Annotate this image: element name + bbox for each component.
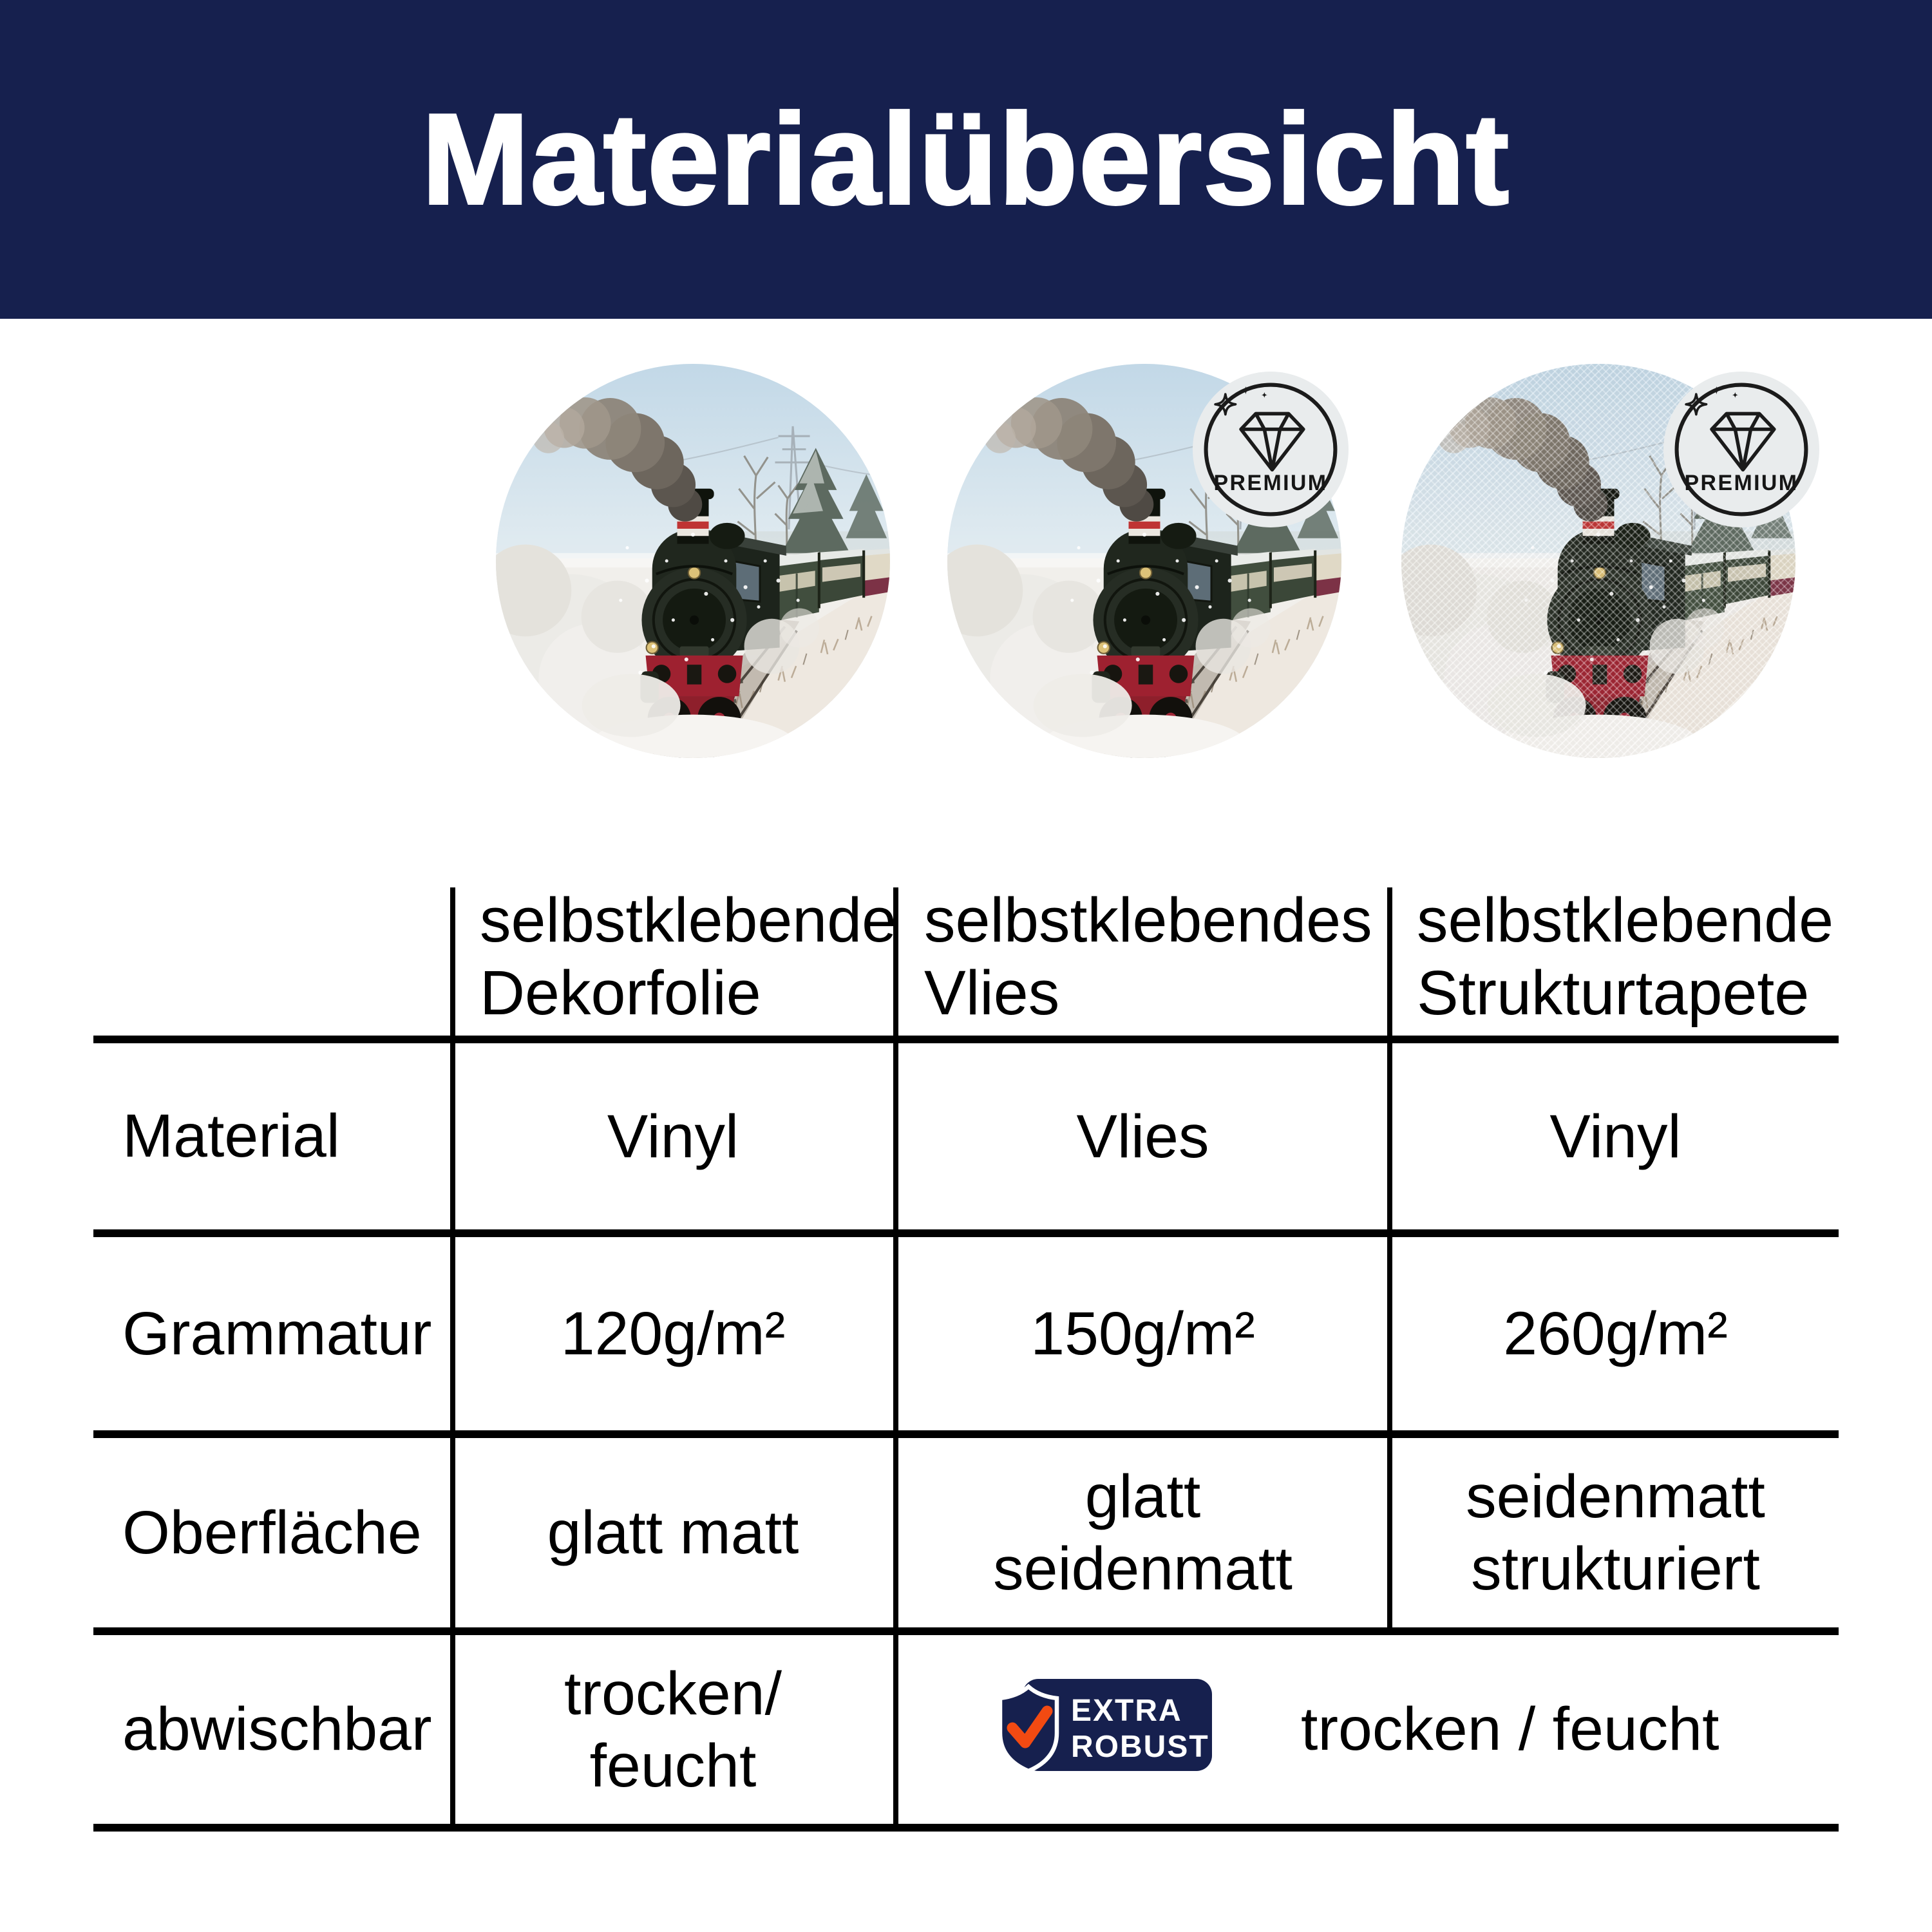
cell-material-strukturtapete [1392, 1043, 1839, 1229]
cell-line: 150g/m² [1030, 1300, 1255, 1368]
column-header-line: Dekorfolie [480, 958, 761, 1028]
cell-line: Vinyl [607, 1102, 739, 1171]
cell-oberflaeche-dekorfolie [453, 1438, 893, 1627]
row-label-grammatur: Grammatur [122, 1299, 432, 1368]
cell-line: glatt matt [547, 1499, 799, 1567]
column-header-strukturtapete [1417, 884, 1833, 1029]
cell-line: Vlies [1076, 1102, 1209, 1171]
cell-line: glatt [1084, 1463, 1201, 1531]
premium-badge-icon [1193, 372, 1349, 527]
cell-abwischbar-dekorfolie [453, 1635, 893, 1824]
extra-robust-badge [995, 1672, 1233, 1786]
cell-material-vlies [898, 1043, 1387, 1229]
robust-label-line2: ROBUST [1071, 1730, 1209, 1764]
row-label-material: Material [122, 1102, 340, 1170]
column-header-line: selbstklebendes [924, 885, 1372, 955]
cell-line: seidenmatt [1466, 1463, 1765, 1531]
cell-line: strukturiert [1471, 1535, 1760, 1603]
cell-grammatur-dekorfolie [453, 1237, 893, 1430]
row-label-oberflaeche: Oberfläche [122, 1498, 422, 1567]
cell-line: seidenmatt [993, 1535, 1293, 1603]
column-header-line: selbstklebende [480, 885, 897, 955]
row-label-abwischbar: abwischbar [122, 1695, 432, 1763]
table-border-v3 [1387, 887, 1392, 1635]
column-header-vlies [924, 884, 1372, 1029]
header-band [0, 0, 1932, 319]
cell-line: 120g/m² [560, 1300, 786, 1368]
premium-badge-vlies [1193, 372, 1349, 527]
cell-line: Vinyl [1549, 1102, 1681, 1171]
cell-oberflaeche-strukturtapete [1392, 1438, 1839, 1627]
page-title: Materialübersicht [421, 87, 1511, 231]
premium-badge-strukturtapete [1663, 372, 1819, 527]
cell-oberflaeche-vlies [898, 1438, 1387, 1627]
cell-line: trocken/ [564, 1659, 782, 1728]
column-header-line: Strukturtapete [1417, 958, 1810, 1028]
column-header-line: Vlies [924, 958, 1060, 1028]
table-border-h3 [93, 1430, 1839, 1438]
cell-grammatur-strukturtapete [1392, 1237, 1839, 1430]
shield-check-icon [995, 1672, 1233, 1786]
table-border-h5 [93, 1824, 1839, 1832]
column-header-dekorfolie [480, 884, 896, 1029]
table-border-h2 [93, 1229, 1839, 1237]
table-border-h4 [93, 1627, 1839, 1635]
steam-train-photo [496, 364, 890, 758]
column-header-line: selbstklebende [1417, 885, 1834, 955]
cell-grammatur-vlies [898, 1237, 1387, 1430]
premium-badge-icon [1663, 372, 1819, 527]
cell-abwischbar-merged-value: trocken / feucht [1301, 1695, 1719, 1763]
product-photo-dekorfolie [496, 364, 890, 758]
cell-material-dekorfolie [453, 1043, 893, 1229]
cell-line: 260g/m² [1503, 1300, 1728, 1368]
robust-label-line1: EXTRA [1071, 1694, 1182, 1728]
cell-line: feucht [589, 1731, 757, 1800]
table-border-h1 [93, 1036, 1839, 1043]
